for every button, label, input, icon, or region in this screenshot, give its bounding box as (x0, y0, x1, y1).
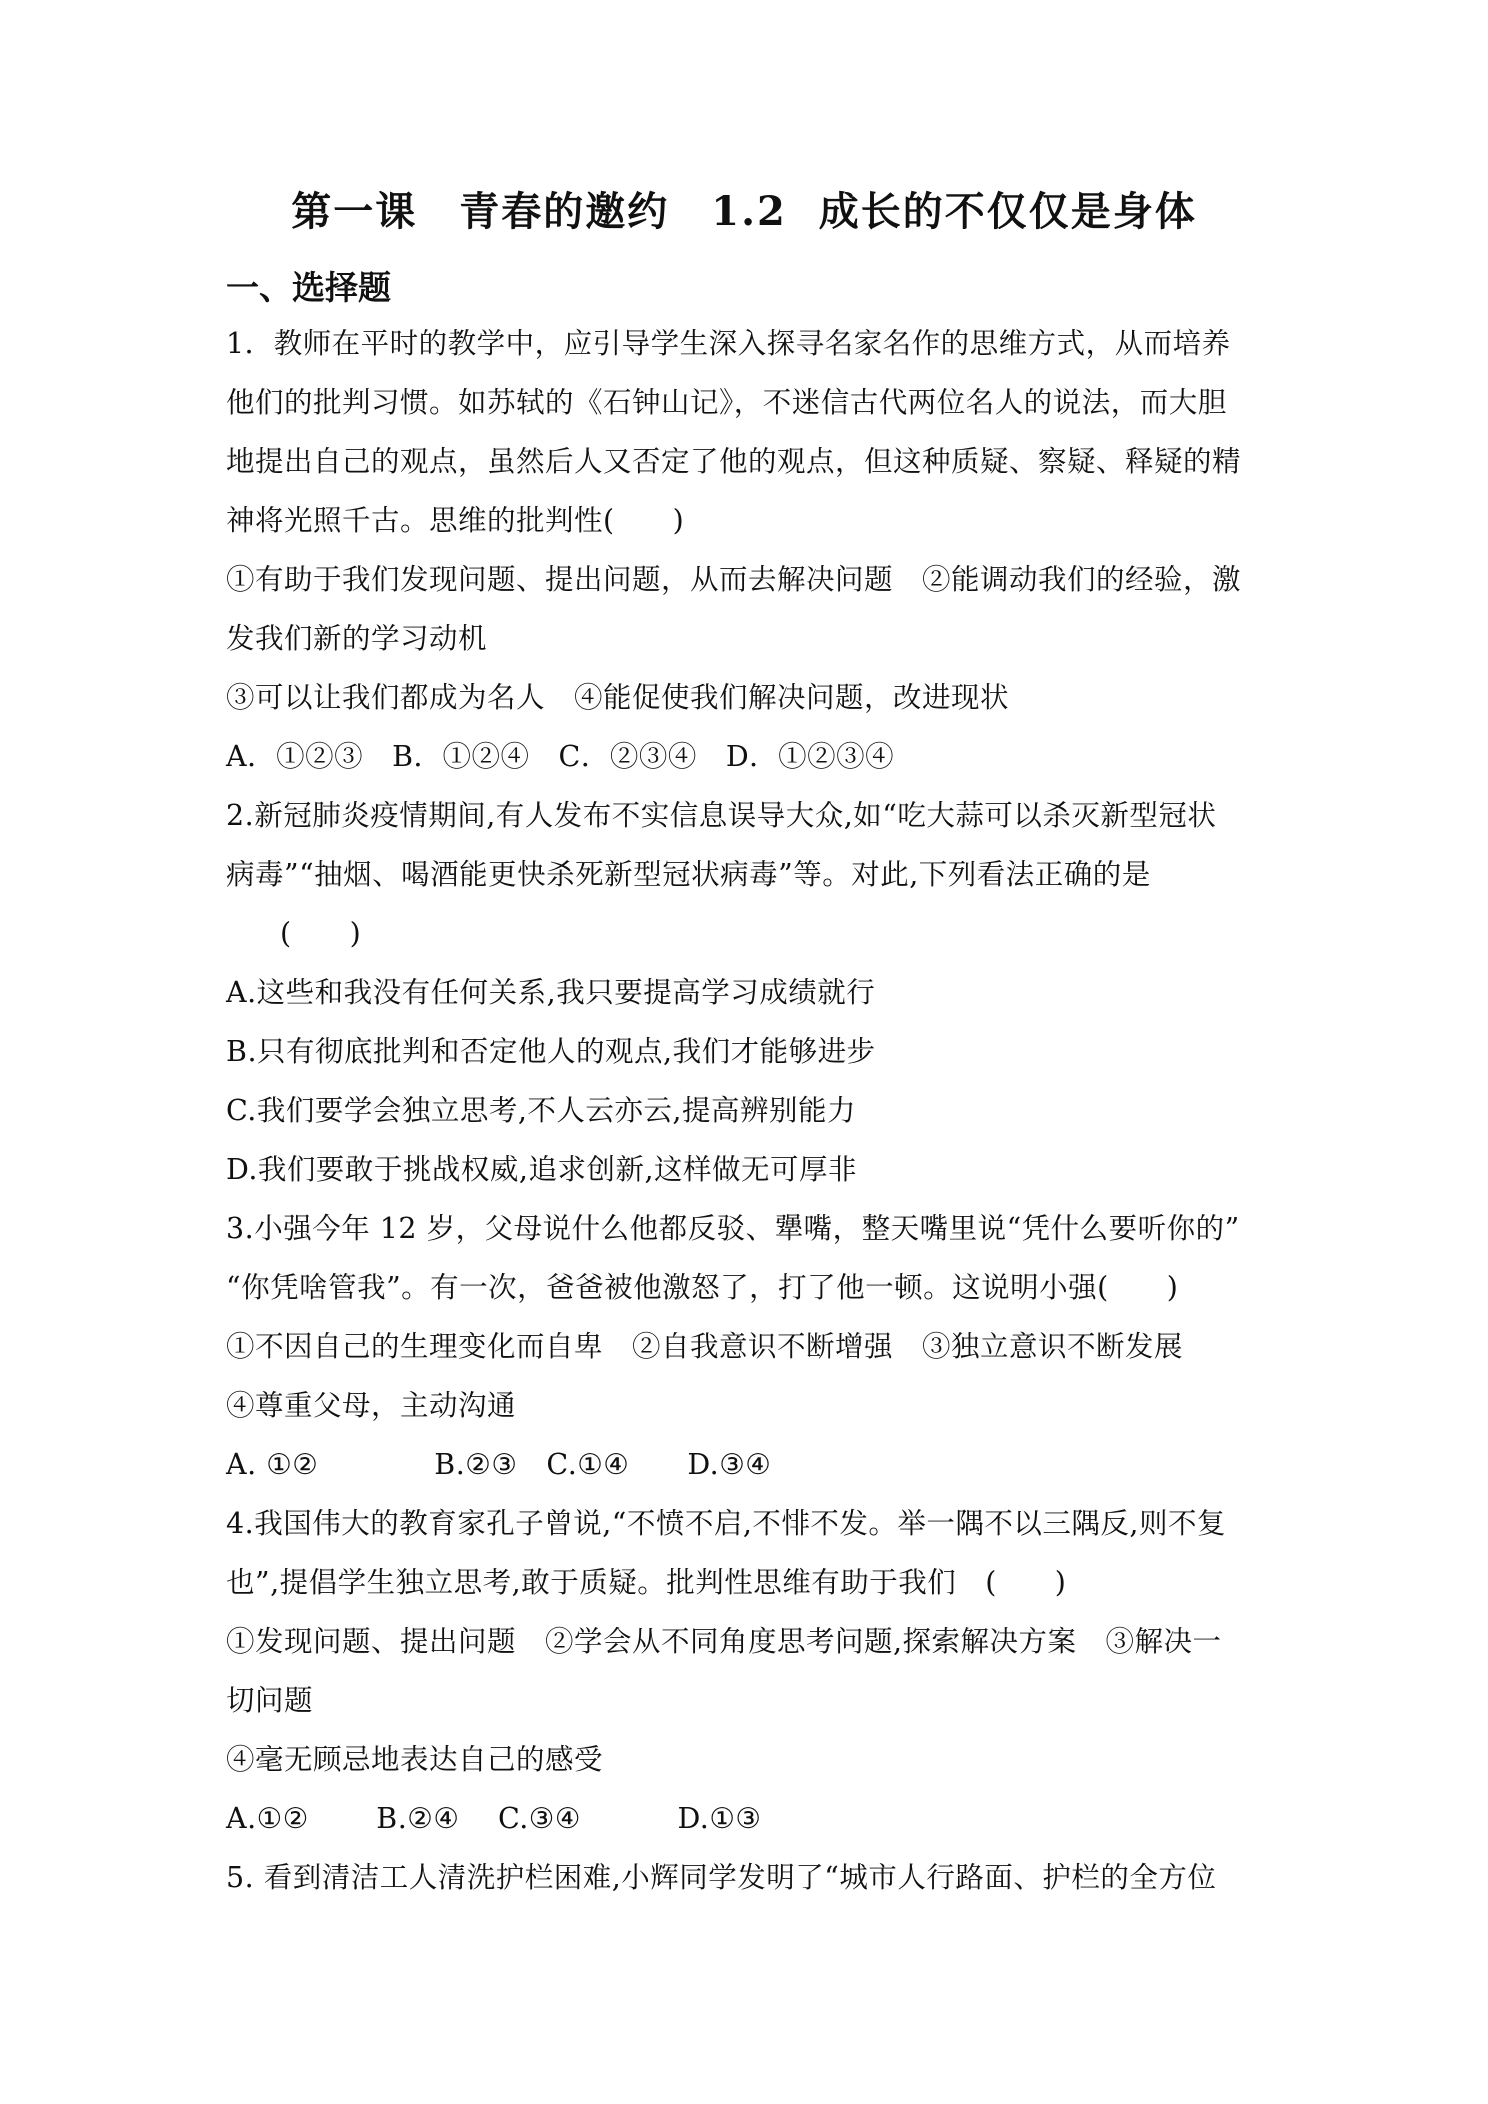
text-line: A. ①② B.②③ C.①④ D.③④ (226, 1448, 772, 1481)
text-line: A.①② B.②④ C.③④ D.①③ (226, 1802, 762, 1835)
text-line: ( ) (280, 917, 362, 950)
text-line: 2.新冠肺炎疫情期间,有人发布不实信息误导大众,如“吃大蒜可以杀灭新型冠状 (226, 799, 1217, 832)
text-line: ①有助于我们发现问题、提出问题，从而去解决问题 ②能调动我们的经验，激 (226, 563, 1242, 596)
text-line: 也”,提倡学生独立思考,敢于质疑。批判性思维有助于我们 ( ) (226, 1566, 1067, 1599)
text-line: 1．教师在平时的教学中，应引导学生深入探寻名家名作的思维方式，从而培养 (226, 327, 1231, 360)
text-line: 4.我国伟大的教育家孔子曾说,“不愤不启,不悱不发。举一隅不以三隅反,则不复 (226, 1507, 1226, 1540)
text-line: “你凭啥管我”。有一次，爸爸被他激怒了，打了他一顿。这说明小强( ) (226, 1271, 1179, 1304)
text-line: B.只有彻底批判和否定他人的观点,我们才能够进步 (226, 1035, 876, 1068)
section-heading: 一、选择题 (226, 268, 391, 307)
text-line: ①发现问题、提出问题 ②学会从不同角度思考问题,探索解决方案 ③解决一 (226, 1625, 1222, 1658)
text-line: A.这些和我没有任何关系,我只要提高学习成绩就行 (226, 976, 876, 1009)
text-line: 3.小强今年 12 岁，父母说什么他都反驳、犟嘴，整天嘴里说“凭什么要听你的” (226, 1212, 1240, 1245)
text-line: 5. 看到清洁工人清洗护栏困难,小辉同学发明了“城市人行路面、护栏的全方位 (226, 1861, 1217, 1894)
text-line: ③可以让我们都成为名人 ④能促使我们解决问题，改进现状 (226, 681, 1010, 714)
text-line: 神将光照千古。思维的批判性( ) (226, 504, 685, 537)
text-line: 病毒”“抽烟、喝酒能更快杀死新型冠状病毒”等。对此,下列看法正确的是 (226, 858, 1151, 891)
text-line: A．①②③ B．①②④ C．②③④ D．①②③④ (226, 740, 895, 773)
text-line: 发我们新的学习动机 (226, 622, 488, 655)
text-line: C.我们要学会独立思考,不人云亦云,提高辨别能力 (226, 1094, 856, 1127)
text-line: 切问题 (226, 1684, 314, 1717)
text-line: 地提出自己的观点，虽然后人又否定了他的观点，但这种质疑、察疑、释疑的精 (226, 445, 1242, 478)
text-line: ④尊重父母，主动沟通 (226, 1389, 517, 1422)
page-title: 第一课 青春的邀约 1.2 成长的不仅仅是身体 (291, 188, 1197, 235)
text-line: 他们的批判习惯。如苏轼的《石钟山记》，不迷信古代两位名人的说法，而大胆 (226, 386, 1227, 419)
text-line: ①不因自己的生理变化而自卑 ②自我意识不断增强 ③独立意识不断发展 (226, 1330, 1184, 1363)
text-line: ④毫无顾忌地表达自己的感受 (226, 1743, 604, 1776)
text-line: D.我们要敢于挑战权威,追求创新,这样做无可厚非 (226, 1153, 858, 1186)
